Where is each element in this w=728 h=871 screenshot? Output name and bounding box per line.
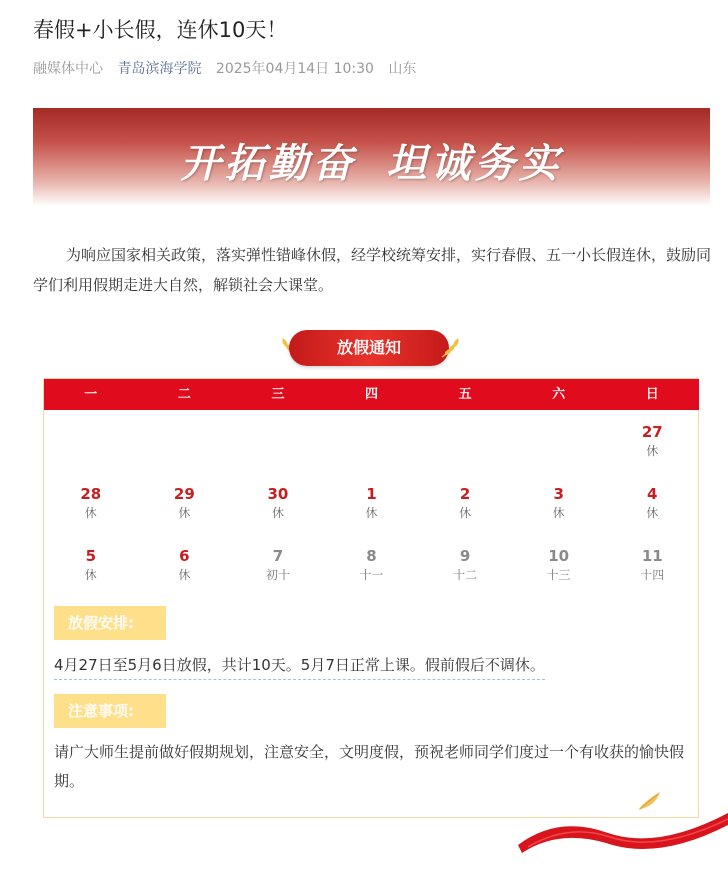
calendar-cell	[512, 414, 606, 476]
calendar-grid	[44, 414, 699, 600]
calendar-cell: 1 休	[365, 485, 378, 520]
calendar-cell	[44, 414, 138, 476]
calendar-cell: 3 休	[552, 485, 565, 520]
calendar-cell: 10 十三	[546, 547, 571, 582]
notes-label-tag: 注意事项:	[54, 694, 166, 728]
calendar-cell: 6 休	[178, 547, 191, 582]
calendar-cell: 9 十二	[453, 547, 478, 582]
article-meta	[33, 58, 426, 78]
calendar-cell: 8 十一	[359, 547, 384, 582]
weekday-thu: 四	[365, 387, 379, 402]
schedule-text: 4月27日至5月6日放假，共计10天。5月7日正常上课。假前假后不调休。	[54, 652, 545, 680]
article-source: 融媒体中心	[33, 61, 103, 77]
account-name-link[interactable]: 青岛滨海学院	[117, 61, 202, 77]
calendar-cell: 4 休	[646, 485, 659, 520]
motto-banner	[33, 108, 710, 206]
calendar-cell: 27 休	[641, 423, 663, 458]
calendar-cell	[418, 414, 512, 476]
motto-left: 开拓勤奋	[180, 140, 357, 187]
notice-title-badge: 放假通知	[289, 330, 449, 366]
weekday-mon: 一	[84, 387, 98, 402]
calendar-cell: 11 十四	[640, 547, 665, 582]
calendar-week-2	[44, 476, 699, 538]
weekday-sat: 六	[552, 387, 566, 402]
weekday-wed: 三	[271, 387, 285, 402]
publish-datetime: 2025年04月14日 10:30	[215, 61, 374, 77]
motto-right: 坦诚务实	[386, 140, 563, 187]
intro-paragraph: 为响应国家相关政策，落实弹性错峰休假，经学校统筹安排，实行春假、五一小长假连休，鼓励同学们利用假期走进大自然，解锁社会大课堂。	[33, 246, 712, 294]
schedule-label-tag: 放假安排:	[54, 606, 166, 640]
red-ribbon-ornament-icon	[518, 795, 728, 855]
calendar-cell: 30 休	[267, 485, 289, 520]
motto-text	[33, 132, 710, 189]
calendar-cell	[325, 414, 419, 476]
weekday-tue: 二	[177, 387, 191, 402]
calendar-cell: 2 休	[459, 485, 472, 520]
weekday-fri: 五	[458, 387, 472, 402]
calendar-cell: 28 休	[80, 485, 102, 520]
notes-text: 请广大师生提前做好假期规划，注意安全，文明度假，预祝老师同学们度过一个有收获的愉快假期。	[54, 743, 685, 790]
calendar-cell: 5 休	[84, 547, 97, 582]
publish-location: 山东	[388, 61, 417, 77]
calendar-week-1	[44, 414, 699, 476]
calendar-weekday-header	[44, 379, 699, 410]
weekday-sun: 日	[645, 387, 659, 402]
calendar-cell	[138, 414, 232, 476]
calendar-week-3	[44, 538, 699, 600]
calendar-cell: 29 休	[173, 485, 195, 520]
article-title: 春假+小长假，连休10天！	[33, 18, 288, 42]
calendar-cell	[231, 414, 325, 476]
calendar-cell: 7 初十	[265, 547, 290, 582]
wheat-right-icon	[440, 337, 462, 359]
